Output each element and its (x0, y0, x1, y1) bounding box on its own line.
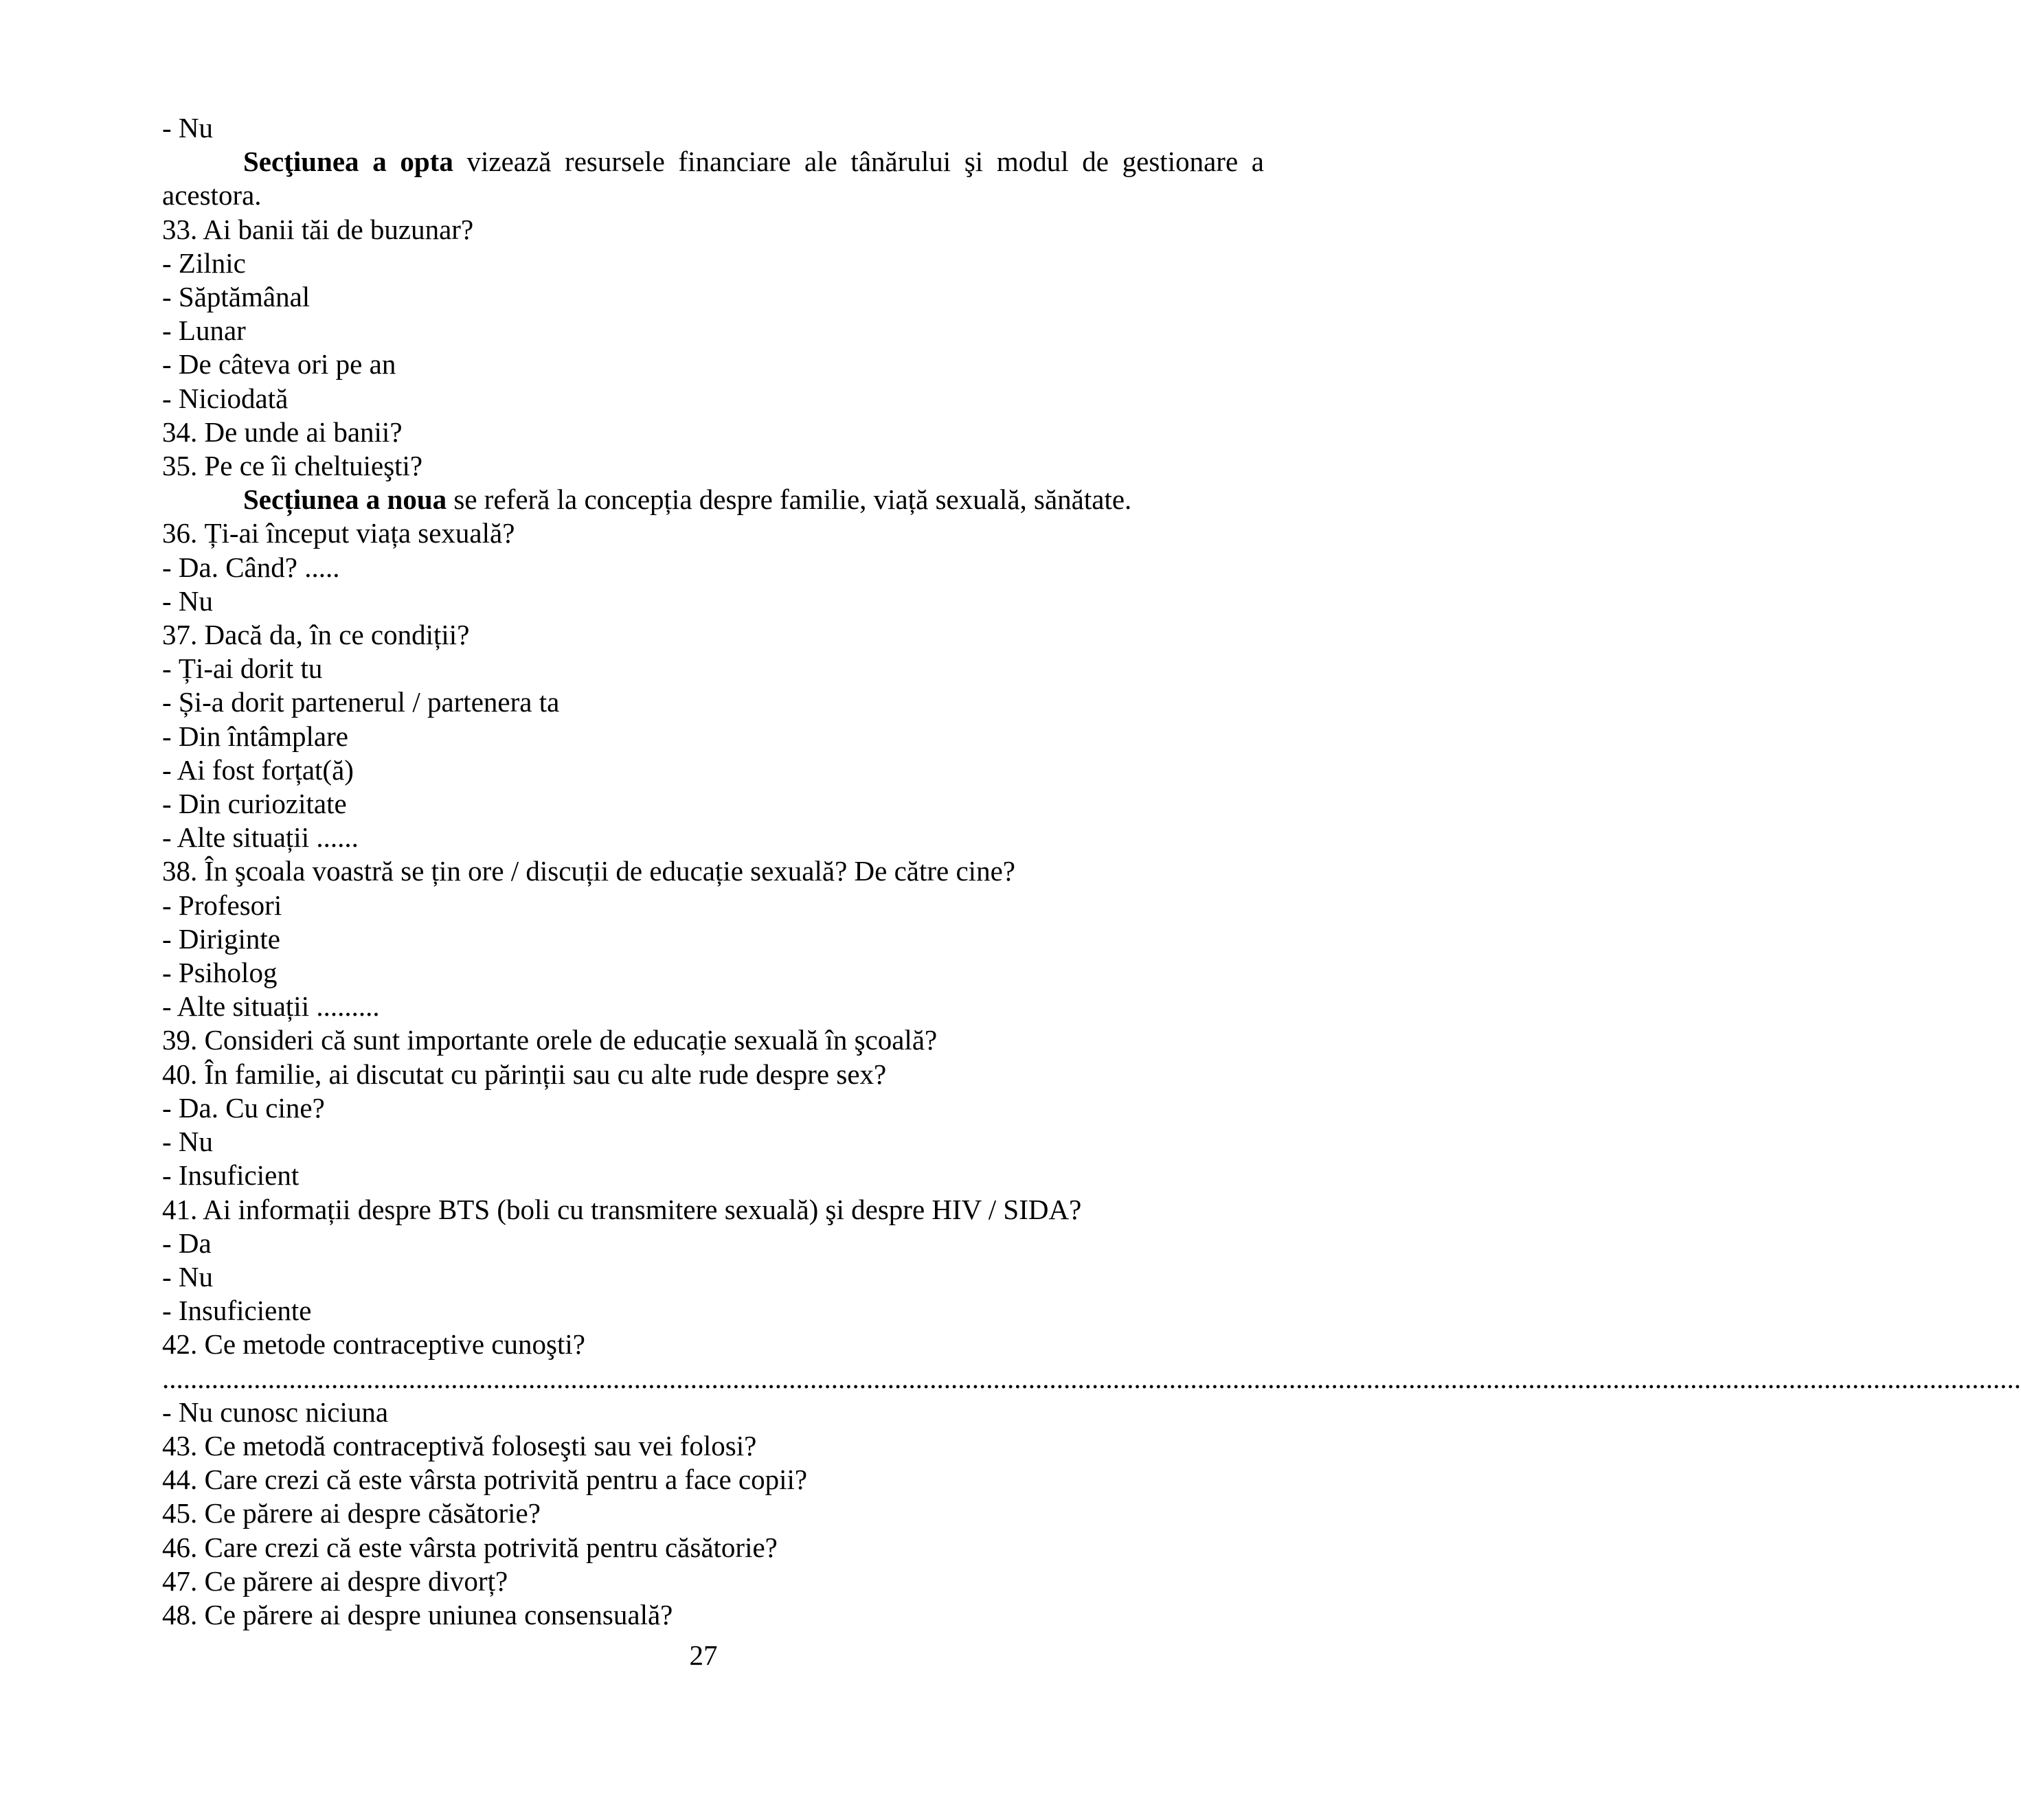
answer-option: - Insuficiente (162, 1295, 312, 1327)
answer-option: - De câteva ori pe an (162, 348, 396, 380)
question-38: 38. În şcoala voastră se țin ore / discuții de educație sexuală? De către cine? (162, 855, 1015, 887)
section-9-intro (162, 483, 1264, 516)
answer-option: - Alte situații ...... (162, 821, 359, 854)
answer-option: - Niciodată (162, 382, 289, 414)
answer-option: - Lunar (162, 315, 246, 347)
question-34: 34. De unde ai banii? (162, 416, 403, 448)
answer-option: - Diriginte (162, 922, 280, 955)
answer-option: - Zilnic (162, 247, 246, 279)
question-42: 42. Ce metode contraceptive cunoşti? (162, 1328, 585, 1361)
answer-option: - Nu (162, 1260, 214, 1293)
page-content (162, 111, 2021, 1632)
answer-option: - Da. Când? ..... (162, 551, 340, 583)
question-47: 47. Ce părere ai despre divorț? (162, 1565, 508, 1597)
answer-option: - Insuficient (162, 1159, 300, 1192)
question-36: 36. Ți-ai început viața sexuală? (162, 517, 515, 549)
page-number: 27 (689, 1639, 718, 1671)
section-8-title: Secţiunea a opta (243, 146, 453, 178)
section-8-intro (162, 145, 1264, 212)
question-40: 40. În familie, ai discutat cu părinții sau cu alte rude despre sex? (162, 1058, 887, 1090)
answer-option: - Nu (162, 1126, 214, 1158)
answer-option: - Profesori (162, 889, 282, 921)
section-9-text: se referă la concepția despre familie, viață sexuală, sănătate. (447, 484, 1132, 516)
section-8-text: vizează resursele financiare ale tânărului şi modul de gestionare a acestora. (162, 146, 1265, 212)
question-37: 37. Dacă da, în ce condiții? (162, 619, 470, 651)
answer-option: - Nu (162, 584, 214, 617)
answer-option: - Da (162, 1227, 212, 1259)
answer-option: - Alte situații ......... (162, 990, 380, 1023)
question-33: 33. Ai banii tăi de buzunar? (162, 213, 474, 245)
answer-option: - Nu (162, 112, 214, 144)
question-45: 45. Ce părere ai despre căsătorie? (162, 1497, 541, 1529)
answer-option: - Psiholog (162, 957, 278, 989)
answer-option: - Din întâmplare (162, 720, 348, 752)
question-43: 43. Ce metodă contraceptivă foloseşti sau vei folosi? (162, 1429, 757, 1461)
question-39: 39. Consideri că sunt importante orele de educație sexuală în şcoală? (162, 1024, 938, 1056)
answer-option: - Săptămânal (162, 281, 311, 313)
question-41: 41. Ai informații despre BTS (boli cu transmitere sexuală) şi despre HIV / SIDA? (162, 1193, 1082, 1225)
answer-blank-dots: ........................................................................................................................................................................................................................................................................ (162, 1362, 2021, 1394)
question-44: 44. Care crezi că este vârsta potrivită pentru a face copii? (162, 1464, 808, 1496)
question-35: 35. Pe ce îi cheltuieşti? (162, 450, 423, 482)
answer-option: - Ți-ai dorit tu (162, 652, 323, 685)
answer-option: - Din curiozitate (162, 788, 347, 820)
question-46: 46. Care crezi că este vârsta potrivită pentru căsătorie? (162, 1531, 778, 1563)
answer-option: - Da. Cu cine? (162, 1091, 325, 1124)
answer-option: - Și-a dorit partenerul / partenera ta (162, 686, 560, 718)
answer-option: - Nu cunosc niciuna (162, 1396, 389, 1428)
section-9-title: Secțiunea a noua (243, 484, 447, 516)
question-48: 48. Ce părere ai despre uniunea consensuală? (162, 1598, 673, 1630)
answer-option: - Ai fost forțat(ă) (162, 753, 354, 786)
